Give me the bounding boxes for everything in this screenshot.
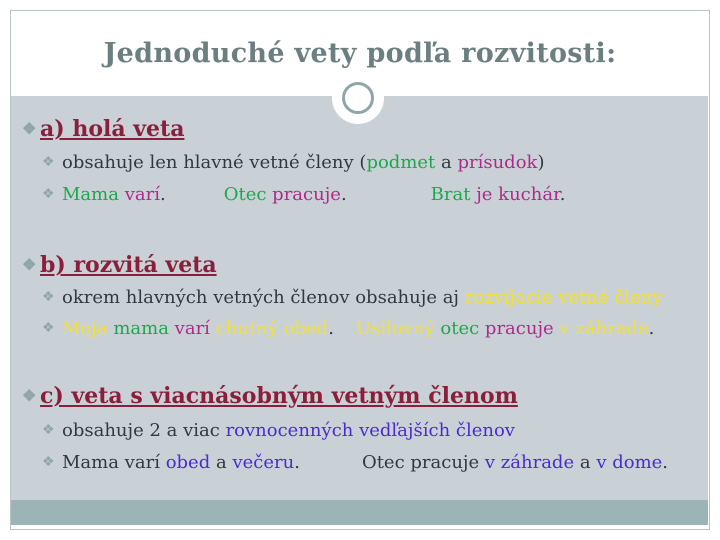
item-text: obsahuje len hlavné vetné členy ( xyxy=(62,152,367,173)
example-subject: otec xyxy=(440,318,480,339)
bullet-icon: ❖ xyxy=(42,422,55,438)
list-item xyxy=(42,152,544,173)
circle-ring-icon xyxy=(342,82,374,114)
bullet-icon: ❖ xyxy=(42,320,55,336)
item-text: ) xyxy=(537,152,545,173)
example-modifier: chutný obed xyxy=(215,318,329,339)
example-subject: Brat xyxy=(430,184,471,205)
example-coordinate: v záhrade xyxy=(484,452,575,473)
example-punct: . xyxy=(662,452,669,473)
example-punct: . xyxy=(559,184,566,205)
example-text: Otec pracuje xyxy=(361,452,480,473)
example-predicate: pracuje xyxy=(484,318,554,339)
section-heading-a xyxy=(22,116,184,142)
item-text: okrem hlavných vetných členov obsahuje aj xyxy=(62,287,465,308)
bullet-icon: ❖ xyxy=(42,454,55,470)
example-punct: . xyxy=(648,318,655,339)
item-text: obsahuje 2 a viac xyxy=(62,420,226,441)
bullet-icon: ❖ xyxy=(42,289,55,305)
footer-bar xyxy=(11,500,708,525)
item-text: a xyxy=(435,152,458,173)
slide-title: Jednoduché vety podľa rozvitosti: xyxy=(103,38,617,69)
example-subject: Mama xyxy=(62,184,119,205)
section-heading-text: b) rozvitá veta xyxy=(40,252,217,278)
list-item xyxy=(42,318,654,339)
example-coordinate: obed xyxy=(165,452,211,473)
example-predicate: je kuchár xyxy=(476,184,560,205)
example-punct: . xyxy=(159,184,166,205)
example-modifier: Usilovný xyxy=(355,318,435,339)
example-punct: . xyxy=(340,184,347,205)
bullet-icon: ❖ xyxy=(22,119,37,138)
example-predicate: varí xyxy=(124,184,160,205)
example-coordinate: v dome xyxy=(596,452,663,473)
list-item xyxy=(42,184,565,205)
example-text: Mama varí xyxy=(62,452,160,473)
example-subject: mama xyxy=(113,318,169,339)
example-predicate: pracuje xyxy=(272,184,341,205)
term-predicate: prísudok xyxy=(457,152,538,173)
example-predicate: varí xyxy=(174,318,210,339)
section-heading-text: c) veta s viacnásobným vetným členom xyxy=(40,383,518,409)
example-punct: . xyxy=(294,452,300,473)
list-item xyxy=(42,287,662,308)
list-item xyxy=(42,452,668,473)
bullet-icon: ❖ xyxy=(42,186,55,202)
term-subject: podmet xyxy=(366,152,436,173)
section-heading-text: a) holá veta xyxy=(40,116,185,142)
example-modifier: v záhrade xyxy=(559,318,649,339)
bullet-icon: ❖ xyxy=(22,386,37,405)
section-heading-c xyxy=(22,383,518,409)
example-text: a xyxy=(215,452,227,473)
section-heading-b xyxy=(22,252,217,278)
list-item xyxy=(42,420,515,441)
term-coordinate: rovnocenných vedľajších členov xyxy=(225,420,515,441)
example-text: a xyxy=(579,452,591,473)
example-punct: . xyxy=(328,318,334,339)
bullet-icon: ❖ xyxy=(42,154,55,170)
bullet-icon: ❖ xyxy=(22,255,37,274)
example-modifier: Moja xyxy=(62,318,108,339)
term-modifiers: rozvíjacie vetné členy xyxy=(464,287,663,308)
example-subject: Otec xyxy=(223,184,267,205)
example-coordinate: večeru xyxy=(232,452,295,473)
